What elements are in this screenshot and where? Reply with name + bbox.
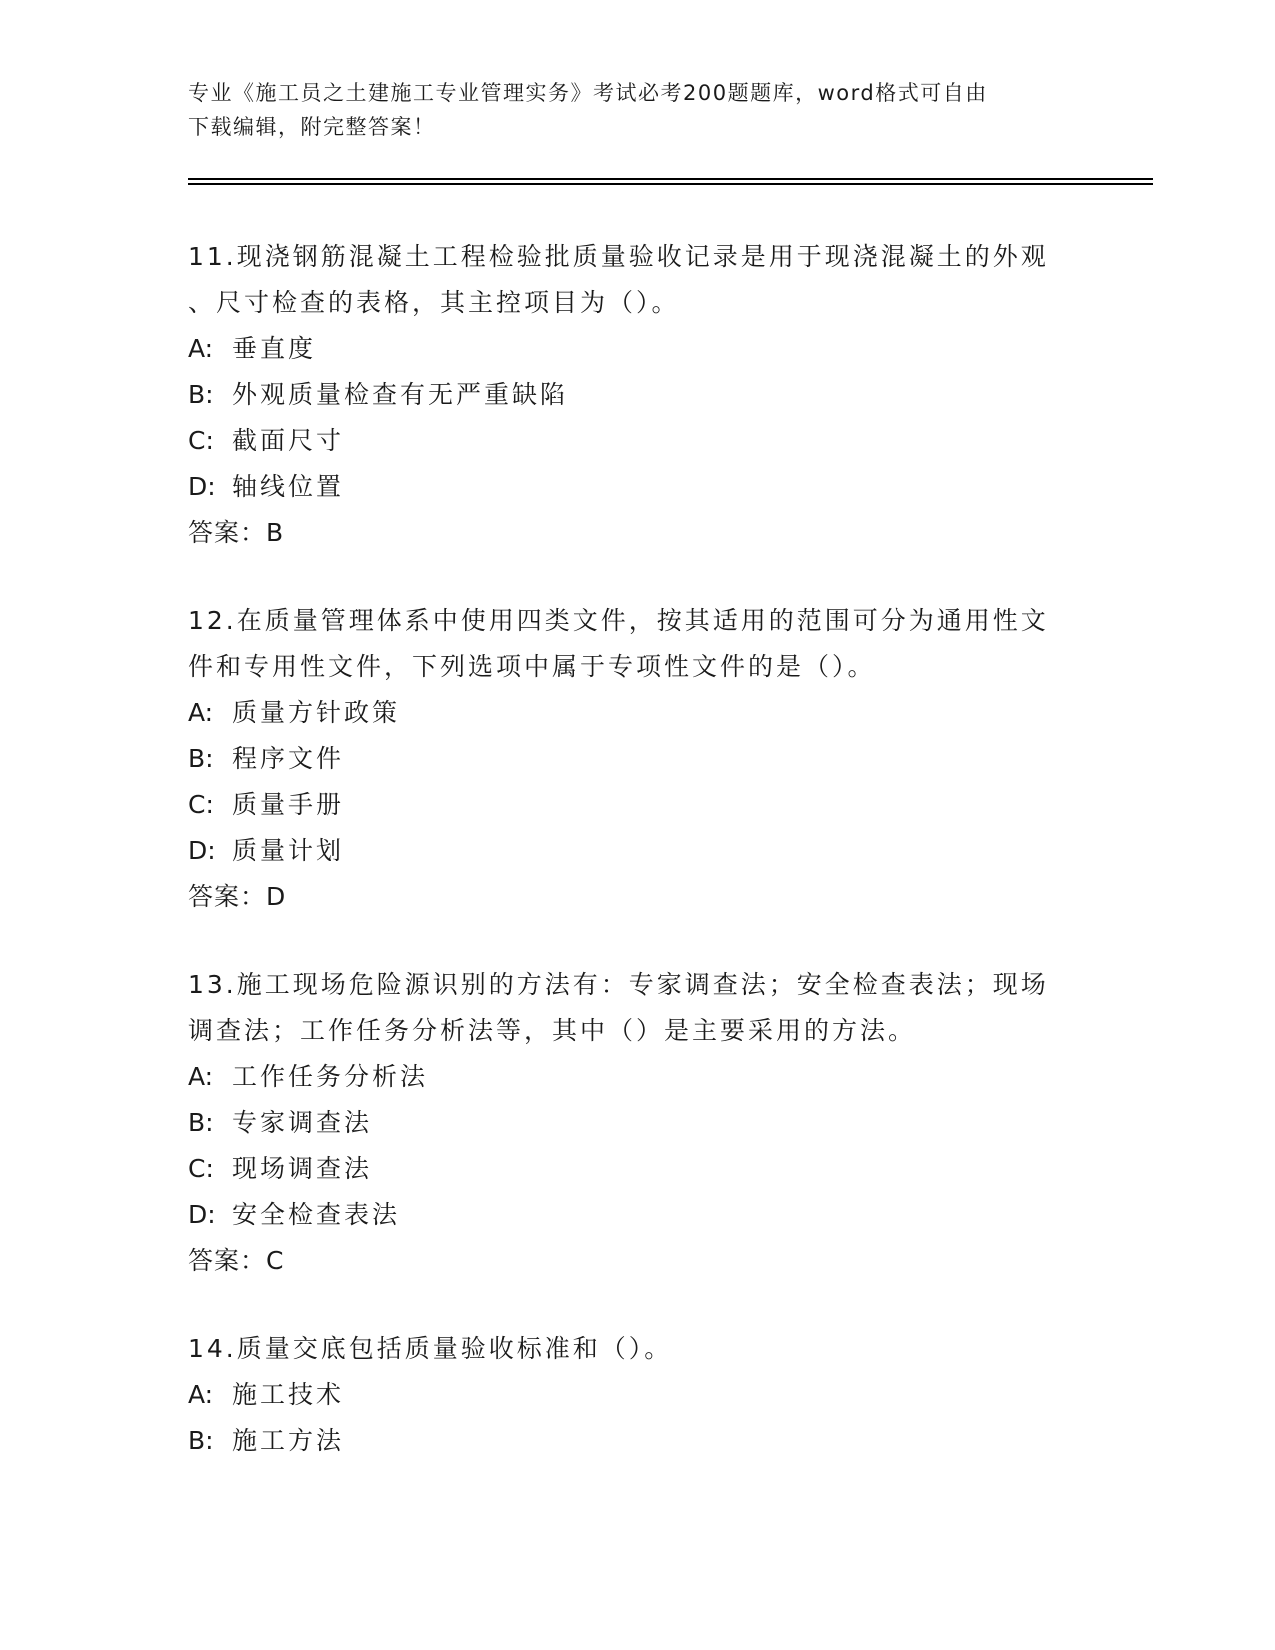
- option-text: 质量手册: [232, 790, 345, 819]
- question-stem-line: 14.质量交底包括质量验收标准和（）。: [188, 1334, 673, 1363]
- question-stem-line: 、尺寸检查的表格，其主控项目为（）。: [188, 288, 680, 317]
- question-13: [188, 962, 1088, 1284]
- question-stem-line: 13.施工现场危险源识别的方法有：专家调查法；安全检查表法；现场: [188, 970, 1049, 999]
- option-text: 轴线位置: [232, 472, 345, 501]
- option-key: A:: [188, 334, 214, 363]
- question-stem-line: 12.在质量管理体系中使用四类文件，按其适用的范围可分为通用性文: [188, 606, 1049, 635]
- option-text: 工作任务分析法: [232, 1062, 429, 1091]
- option-c: [188, 782, 1088, 828]
- option-text: 施工技术: [232, 1380, 345, 1409]
- option-key: A:: [188, 1380, 214, 1409]
- header-line-2: 下载编辑，附完整答案！: [188, 115, 436, 139]
- option-d: [188, 1192, 1088, 1238]
- question-12: [188, 598, 1088, 920]
- option-text: 外观质量检查有无严重缺陷: [232, 380, 569, 409]
- question-11: [188, 234, 1088, 556]
- option-text: 截面尺寸: [232, 426, 345, 455]
- question-stem-line: 件和专用性文件，下列选项中属于专项性文件的是（）。: [188, 652, 876, 681]
- option-text: 质量方针政策: [232, 698, 401, 727]
- option-c: [188, 418, 1088, 464]
- header-divider-top: [188, 178, 1153, 180]
- option-b: [188, 1418, 1088, 1464]
- option-key: B:: [188, 1108, 214, 1137]
- option-text: 质量计划: [232, 836, 345, 865]
- option-key: C:: [188, 790, 214, 819]
- option-a: [188, 690, 1088, 736]
- option-key: C:: [188, 1154, 214, 1183]
- option-key: D:: [188, 836, 216, 865]
- option-key: D:: [188, 472, 216, 501]
- option-text: 专家调查法: [232, 1108, 373, 1137]
- answer-line: 答案：B: [188, 518, 285, 547]
- question-stem-line: 11.现浇钢筋混凝土工程检验批质量验收记录是用于现浇混凝土的外观: [188, 242, 1049, 271]
- answer-line: 答案：C: [188, 1246, 285, 1275]
- option-b: [188, 372, 1088, 418]
- option-b: [188, 736, 1088, 782]
- option-text: 垂直度: [232, 334, 317, 363]
- option-a: [188, 326, 1088, 372]
- option-text: 施工方法: [232, 1426, 345, 1455]
- option-key: B:: [188, 744, 214, 773]
- option-key: A:: [188, 1062, 214, 1091]
- answer-line: 答案：D: [188, 882, 287, 911]
- option-text: 现场调查法: [232, 1154, 373, 1183]
- option-key: A:: [188, 698, 214, 727]
- header-line-1: 专业《施工员之土建施工专业管理实务》考试必考200题题库，word格式可自由: [188, 81, 988, 105]
- option-d: [188, 828, 1088, 874]
- option-text: 程序文件: [232, 744, 345, 773]
- header-divider-bottom: [188, 183, 1153, 185]
- option-key: C:: [188, 426, 214, 455]
- option-d: [188, 464, 1088, 510]
- option-text: 安全检查表法: [232, 1200, 401, 1229]
- option-b: [188, 1100, 1088, 1146]
- question-stem-line: 调查法；工作任务分析法等，其中（）是主要采用的方法。: [188, 1016, 917, 1045]
- option-key: B:: [188, 1426, 214, 1455]
- option-key: B:: [188, 380, 214, 409]
- question-14: [188, 1326, 1088, 1464]
- document-header: [188, 76, 1088, 144]
- option-key: D:: [188, 1200, 216, 1229]
- option-c: [188, 1146, 1088, 1192]
- option-a: [188, 1054, 1088, 1100]
- option-a: [188, 1372, 1088, 1418]
